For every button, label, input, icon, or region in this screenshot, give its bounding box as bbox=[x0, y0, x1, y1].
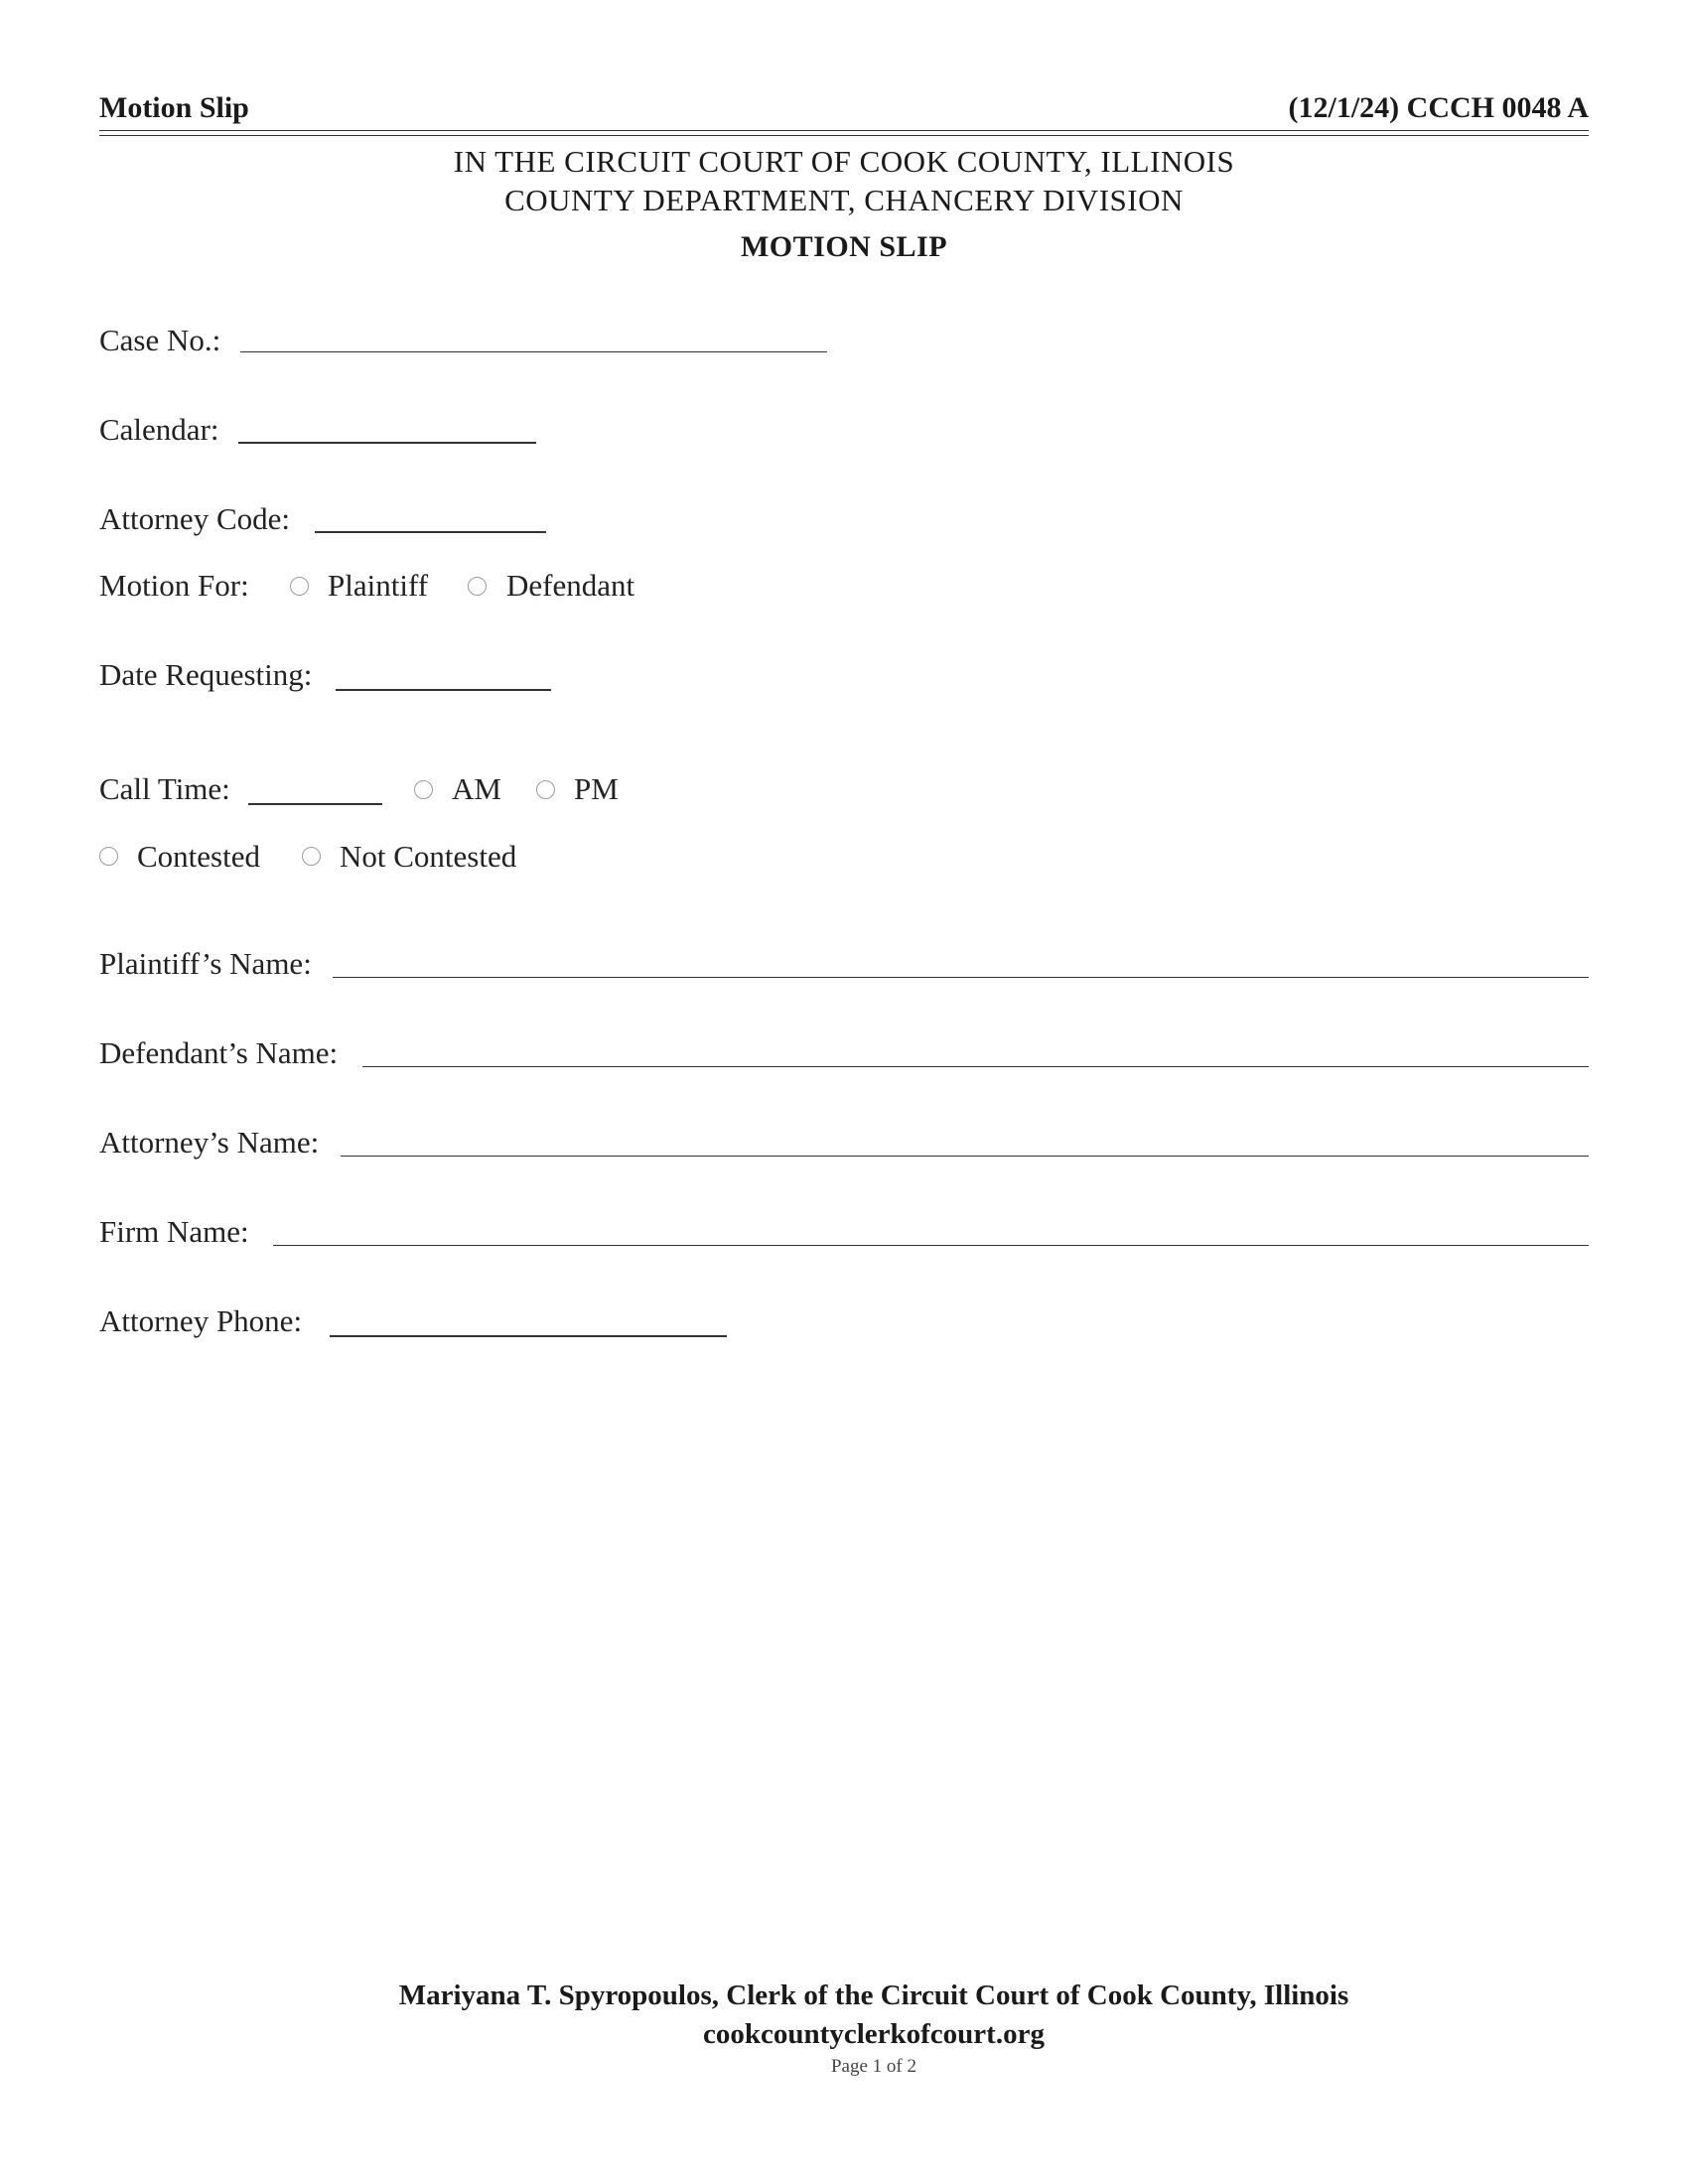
defendant-name-field[interactable] bbox=[362, 1066, 1589, 1067]
not-contested-radio[interactable] bbox=[302, 847, 321, 866]
pm-radio[interactable] bbox=[536, 780, 555, 799]
firm-name-label: Firm Name: bbox=[99, 1214, 249, 1249]
am-radio[interactable] bbox=[414, 780, 433, 799]
contested-radio[interactable] bbox=[99, 847, 118, 866]
header-rule-bottom bbox=[99, 135, 1589, 136]
form-code: (12/1/24) CCCH 0048 A bbox=[1288, 91, 1589, 124]
case-no-field[interactable] bbox=[240, 351, 827, 352]
attorney-phone-field[interactable] bbox=[330, 1335, 727, 1337]
case-no-label: Case No.: bbox=[99, 323, 221, 357]
court-division: COUNTY DEPARTMENT, CHANCERY DIVISION bbox=[504, 183, 1184, 217]
defendant-option-label: Defendant bbox=[506, 568, 635, 603]
page-title: MOTION SLIP bbox=[740, 230, 948, 263]
date-requesting-label: Date Requesting: bbox=[99, 657, 313, 692]
attorney-phone-label: Attorney Phone: bbox=[99, 1303, 303, 1338]
attorney-code-label: Attorney Code: bbox=[99, 501, 290, 536]
call-time-field[interactable] bbox=[248, 803, 382, 805]
attorney-code-field[interactable] bbox=[315, 531, 546, 533]
clerk-website: cookcountyclerkofcourt.org bbox=[703, 2018, 1045, 2050]
motion-for-label: Motion For: bbox=[99, 568, 249, 603]
defendant-name-label: Defendant’s Name: bbox=[99, 1035, 339, 1070]
plaintiff-radio[interactable] bbox=[290, 577, 309, 596]
attorney-name-field[interactable] bbox=[341, 1156, 1589, 1157]
calendar-label: Calendar: bbox=[99, 412, 219, 447]
plaintiff-name-field[interactable] bbox=[333, 977, 1589, 978]
not-contested-option-label: Not Contested bbox=[340, 839, 517, 874]
contested-option-label: Contested bbox=[137, 839, 260, 874]
pm-option-label: PM bbox=[574, 771, 619, 806]
header-rule-top bbox=[99, 130, 1589, 131]
page-number: Page 1 of 2 bbox=[830, 2056, 916, 2077]
call-time-label: Call Time: bbox=[99, 771, 230, 806]
attorney-name-label: Attorney’s Name: bbox=[99, 1125, 320, 1160]
plaintiff-option-label: Plaintiff bbox=[328, 568, 429, 603]
date-requesting-field[interactable] bbox=[336, 689, 551, 691]
am-option-label: AM bbox=[452, 771, 501, 806]
defendant-radio[interactable] bbox=[468, 577, 487, 596]
court-name: IN THE CIRCUIT COURT OF COOK COUNTY, ILLINOIS bbox=[453, 144, 1235, 179]
plaintiff-name-label: Plaintiff’s Name: bbox=[99, 946, 312, 981]
firm-name-field[interactable] bbox=[273, 1245, 1589, 1246]
clerk-name: Mariyana T. Spyropoulos, Clerk of the Circuit Court of Cook County, Illinois bbox=[398, 1979, 1349, 2011]
form-title-short: Motion Slip bbox=[99, 91, 249, 124]
calendar-field[interactable] bbox=[238, 442, 536, 444]
